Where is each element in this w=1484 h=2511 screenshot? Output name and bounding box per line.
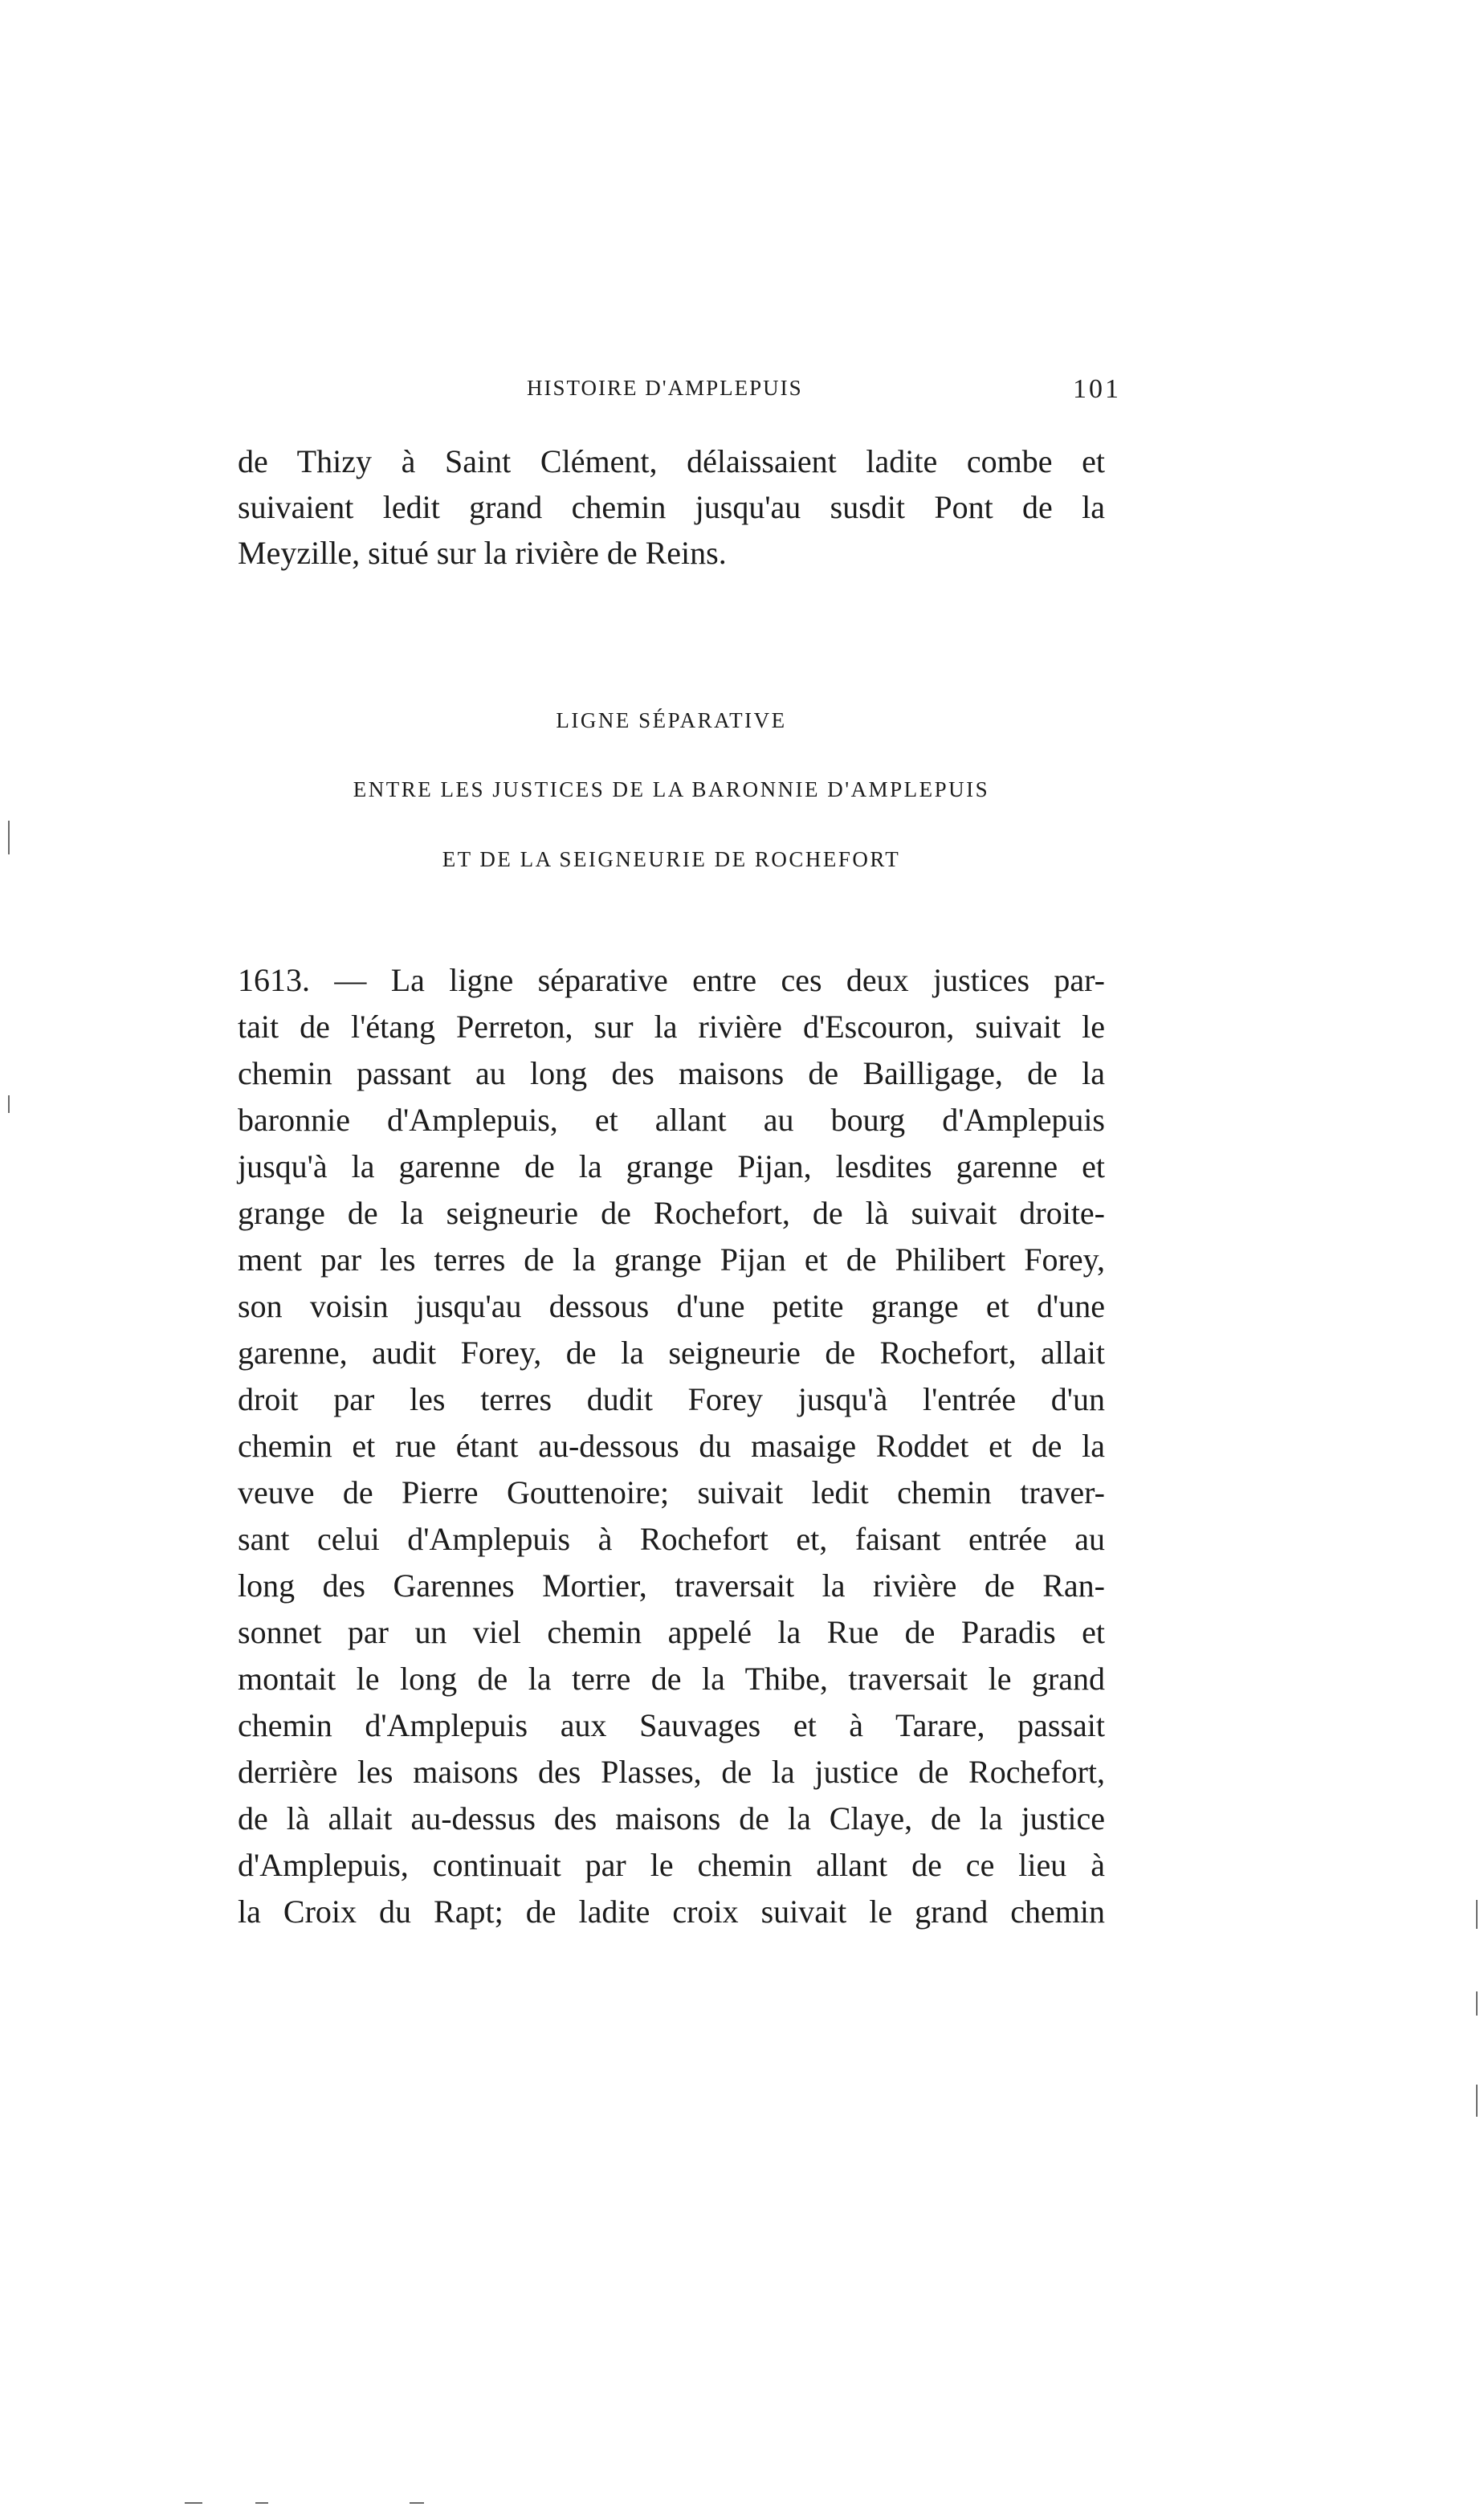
scan-mark [1476,1900,1478,1929]
body-line: jusqu'à la garenne de la grange Pijan, lesdites garenne et [238,1148,1105,1184]
intro-line: suivaient ledit grand chemin jusqu'au susdit Pont de la [238,489,1105,525]
body-line: 1613. — La ligne séparative entre ces deux justices par- [238,962,1105,998]
body-line: sant celui d'Amplepuis à Rochefort et, faisant entrée au [238,1521,1105,1557]
body-line: son voisin jusqu'au dessous d'une petite grange et d'une [238,1288,1105,1324]
body-line: chemin d'Amplepuis aux Sauvages et à Tarare, passait [238,1707,1105,1743]
scan-mark [1476,1991,1478,2016]
scan-mark [8,821,10,854]
body-line: derrière les maisons des Plasses, de la justice de Rochefort, [238,1754,1105,1790]
intro-line: de Thizy à Saint Clément, délaissaient ladite combe et [238,443,1105,479]
running-head [238,376,1121,408]
body-line: sonnet par un viel chemin appelé la Rue de Paradis et [238,1614,1105,1650]
body-line: garenne, audit Forey, de la seigneurie de Rochefort, allait [238,1335,1105,1371]
body-line: la Croix du Rapt; de ladite croix suivait le grand chemin [238,1893,1105,1930]
body-line: grange de la seigneurie de Rochefort, de là suivait droite- [238,1195,1105,1231]
body-line: baronnie d'Amplepuis, et allant au bourg d'Amplepuis [238,1102,1105,1138]
scan-mark [410,2502,424,2504]
body-line: chemin passant au long des maisons de Bailligage, de la [238,1055,1105,1091]
scan-mark [185,2502,202,2504]
section-heading-line-1: LIGNE SÉPARATIVE [556,708,787,732]
body-line: montait le long de la terre de la Thibe, traversait le grand [238,1661,1105,1697]
scan-mark [8,1095,10,1113]
body-line: chemin et rue étant au-dessous du masaige Roddet et de la [238,1428,1105,1464]
body-line: tait de l'étang Perreton, sur la rivière d'Escouron, suivait le [238,1009,1105,1045]
body-line: d'Amplepuis, continuait par le chemin allant de ce lieu à [238,1847,1105,1883]
body-line: ment par les terres de la grange Pijan et de Philibert Forey, [238,1241,1105,1278]
body-line: de là allait au-dessus des maisons de la Claye, de la justice [238,1800,1105,1836]
intro-line: Meyzille, situé sur la rivière de Reins. [238,535,727,571]
section-heading-line-2: ENTRE LES JUSTICES DE LA BARONNIE D'AMPLEPUIS [353,777,990,801]
section-heading-line-3: ET DE LA SEIGNEURIE DE ROCHEFORT [442,847,901,871]
body-line: droit par les terres dudit Forey jusqu'à l'entrée d'un [238,1381,1105,1417]
page-number: 101 [1073,374,1121,404]
scan-mark [1476,2085,1478,2117]
scan-mark [255,2502,268,2504]
running-title: HISTOIRE D'AMPLEPUIS [527,376,803,400]
body-line: long des Garennes Mortier, traversait la rivière de Ran- [238,1567,1105,1604]
body-line: veuve de Pierre Gouttenoire; suivait ledit chemin traver- [238,1474,1105,1510]
